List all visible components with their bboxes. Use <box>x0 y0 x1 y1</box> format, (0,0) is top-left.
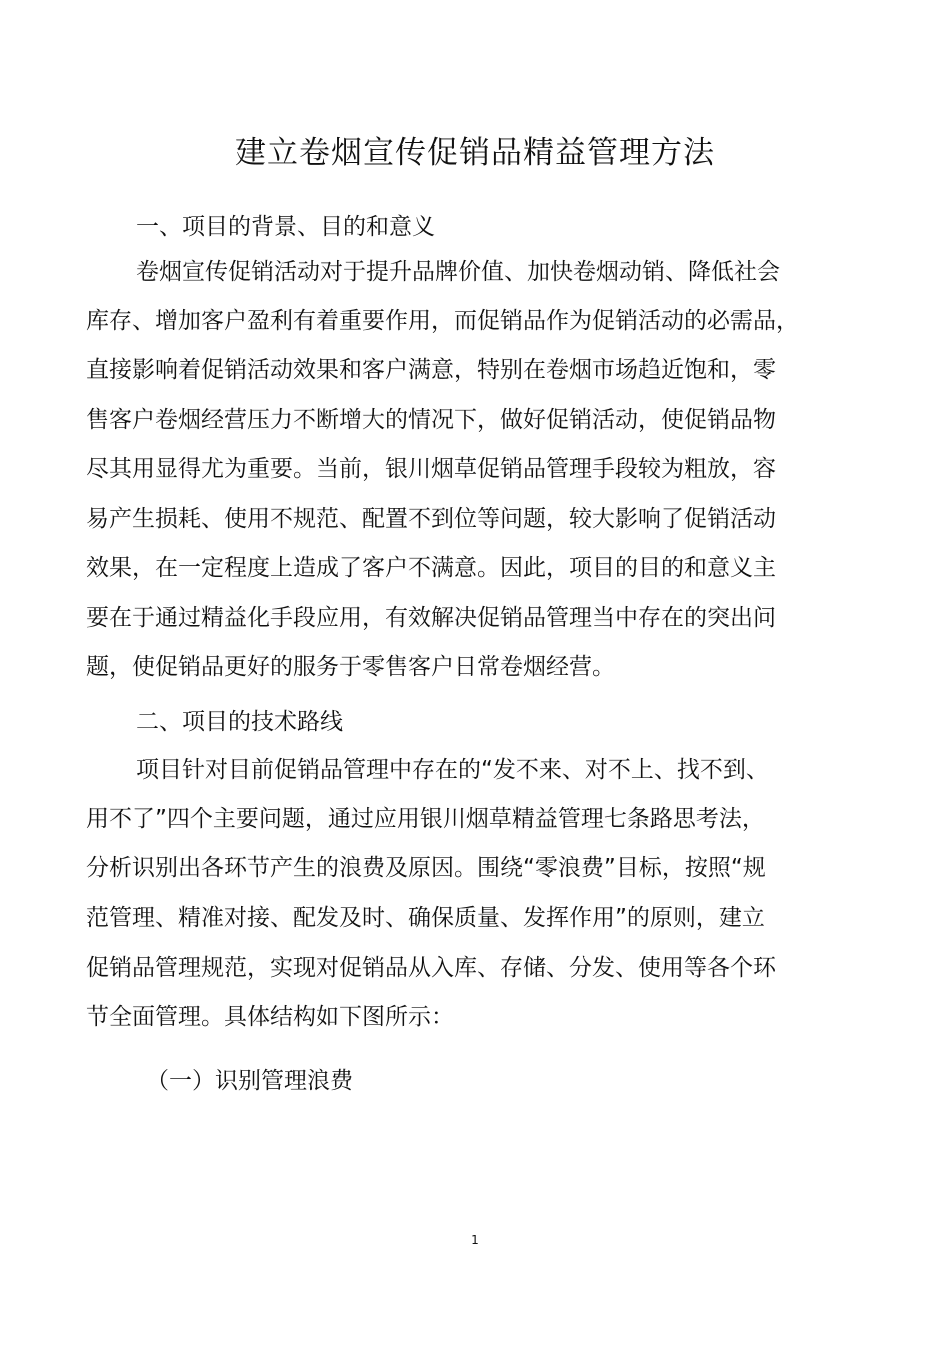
section1-heading: 一、项目的背景、目的和意义 <box>136 214 435 240</box>
subsection-heading: （一）识别管理浪费 <box>146 1068 353 1094</box>
paragraph-line: 卷烟宣传促销活动对于提升品牌价值、加快卷烟动销、降低社会 <box>136 259 780 285</box>
document-title: 建立卷烟宣传促销品精益管理方法 <box>235 135 715 171</box>
page-number: 1 <box>471 1233 479 1247</box>
paragraph-line: 易产生损耗、使用不规范、配置不到位等问题，较大影响了促销活动 <box>86 506 776 532</box>
paragraph-line: 尽其用显得尤为重要。当前，银川烟草促销品管理手段较为粗放，容 <box>86 456 776 482</box>
section2-heading: 二、项目的技术路线 <box>136 709 343 735</box>
paragraph-line: 直接影响着促销活动效果和客户满意，特别在卷烟市场趋近饱和，零 <box>86 357 776 383</box>
paragraph-line: 题，使促销品更好的服务于零售客户日常卷烟经营。 <box>86 654 615 680</box>
paragraph-line: 库存、增加客户盈利有着重要作用，而促销品作为促销活动的必需品， <box>86 308 799 334</box>
paragraph-line: 促销品管理规范，实现对促销品从入库、存储、分发、使用等各个环 <box>86 955 776 981</box>
paragraph-line: 效果，在一定程度上造成了客户不满意。因此，项目的目的和意义主 <box>86 555 776 581</box>
paragraph-line: 用不了”四个主要问题，通过应用银川烟草精益管理七条路思考法， <box>86 806 765 832</box>
paragraph-line: 项目针对目前促销品管理中存在的“发不来、对不上、找不到、 <box>136 757 769 783</box>
paragraph-line: 售客户卷烟经营压力不断增大的情况下，做好促销活动，使促销品物 <box>86 407 776 433</box>
paragraph-line: 分析识别出各环节产生的浪费及原因。围绕“零浪费”目标，按照“规 <box>86 855 766 881</box>
paragraph-line: 要在于通过精益化手段应用，有效解决促销品管理当中存在的突出问 <box>86 605 776 631</box>
paragraph-line: 范管理、精准对接、配发及时、确保质量、发挥作用”的原则，建立 <box>86 905 765 931</box>
paragraph-line: 节全面管理。具体结构如下图所示： <box>86 1004 454 1030</box>
